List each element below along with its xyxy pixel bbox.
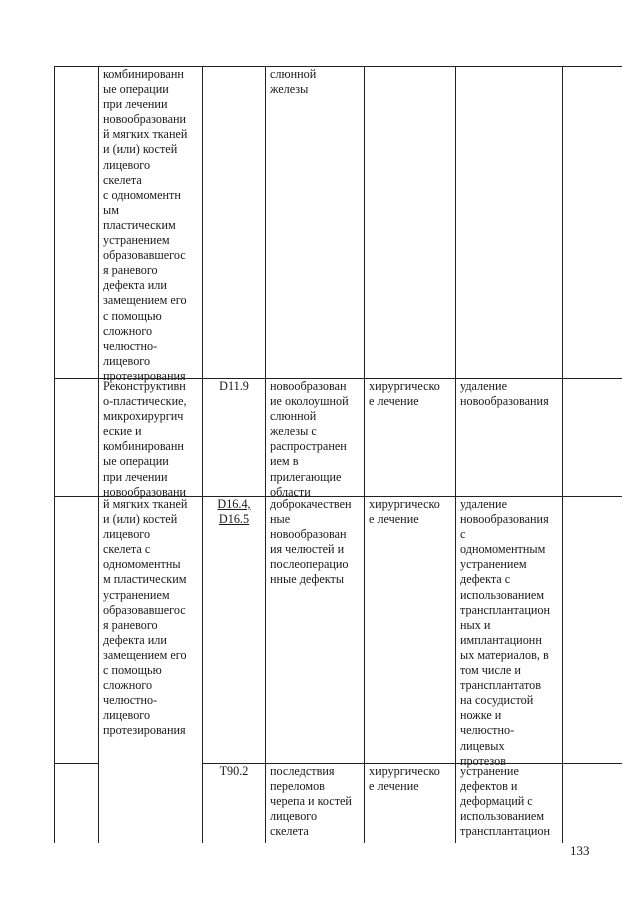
row2-treatment: хирургическо е лечение — [369, 497, 440, 527]
col-line-1 — [98, 66, 99, 843]
row1-name: Реконструктивн о-пластические, микрохирургич еские и комбинированн ые операции при лечении новообразовани — [103, 379, 187, 499]
row0-name: комбинированн ые операции при лечении новообразовани й мягких тканей и (или) костей лицевого скелета с одномоментн ым пластическим устранением образовавшегос я раневого дефекта или замещением его с помощью сложного челюстно- лицевого протезирования — [103, 67, 188, 383]
row0-model: слюнной железы — [270, 67, 317, 97]
col-line-2 — [202, 66, 203, 843]
row3-model: последствия переломов черепа и костей лицевого скелета — [270, 764, 352, 839]
row2-code: D16.4, D16.5 — [217, 497, 251, 527]
col-line-3 — [265, 66, 266, 843]
col-line-5 — [455, 66, 456, 843]
row2-method: удаление новообразования с одномоментным устранением дефекта с использованием трансплантацион ных и имплантационн ых материалов, в том числе и трансплантатов на сосудистой ножке и челюстно- лицевых протезов — [460, 497, 550, 768]
row1-method: удаление новообразования — [460, 379, 549, 409]
row3-treatment: хирургическо е лечение — [369, 764, 440, 794]
rule-3a — [54, 763, 98, 764]
row1-treatment: хирургическо е лечение — [369, 379, 440, 409]
row3-method: устранение дефектов и деформаций с использованием трансплантацион — [460, 764, 550, 839]
col-line-4 — [364, 66, 365, 843]
row1-model: новообразован ие околоушной слюнной железы с распространен ием в прилегающие области — [270, 379, 349, 499]
row2-name: й мягких тканей и (или) костей лицевого скелета с одномоментны м пластическим устранением образовавшегос я раневого дефекта или замещением его с помощью сложного челюстно- лицевого протезирования — [103, 497, 188, 738]
page-number: 133 — [570, 843, 590, 858]
row3-code: T90.2 — [219, 764, 249, 778]
row2-model: доброкачествен ные новообразован ия челюстей и послеоперацио нные дефекты — [270, 497, 352, 587]
col-line-0 — [54, 66, 55, 843]
col-line-6 — [562, 66, 563, 843]
row1-code: D11.9 — [219, 379, 249, 393]
